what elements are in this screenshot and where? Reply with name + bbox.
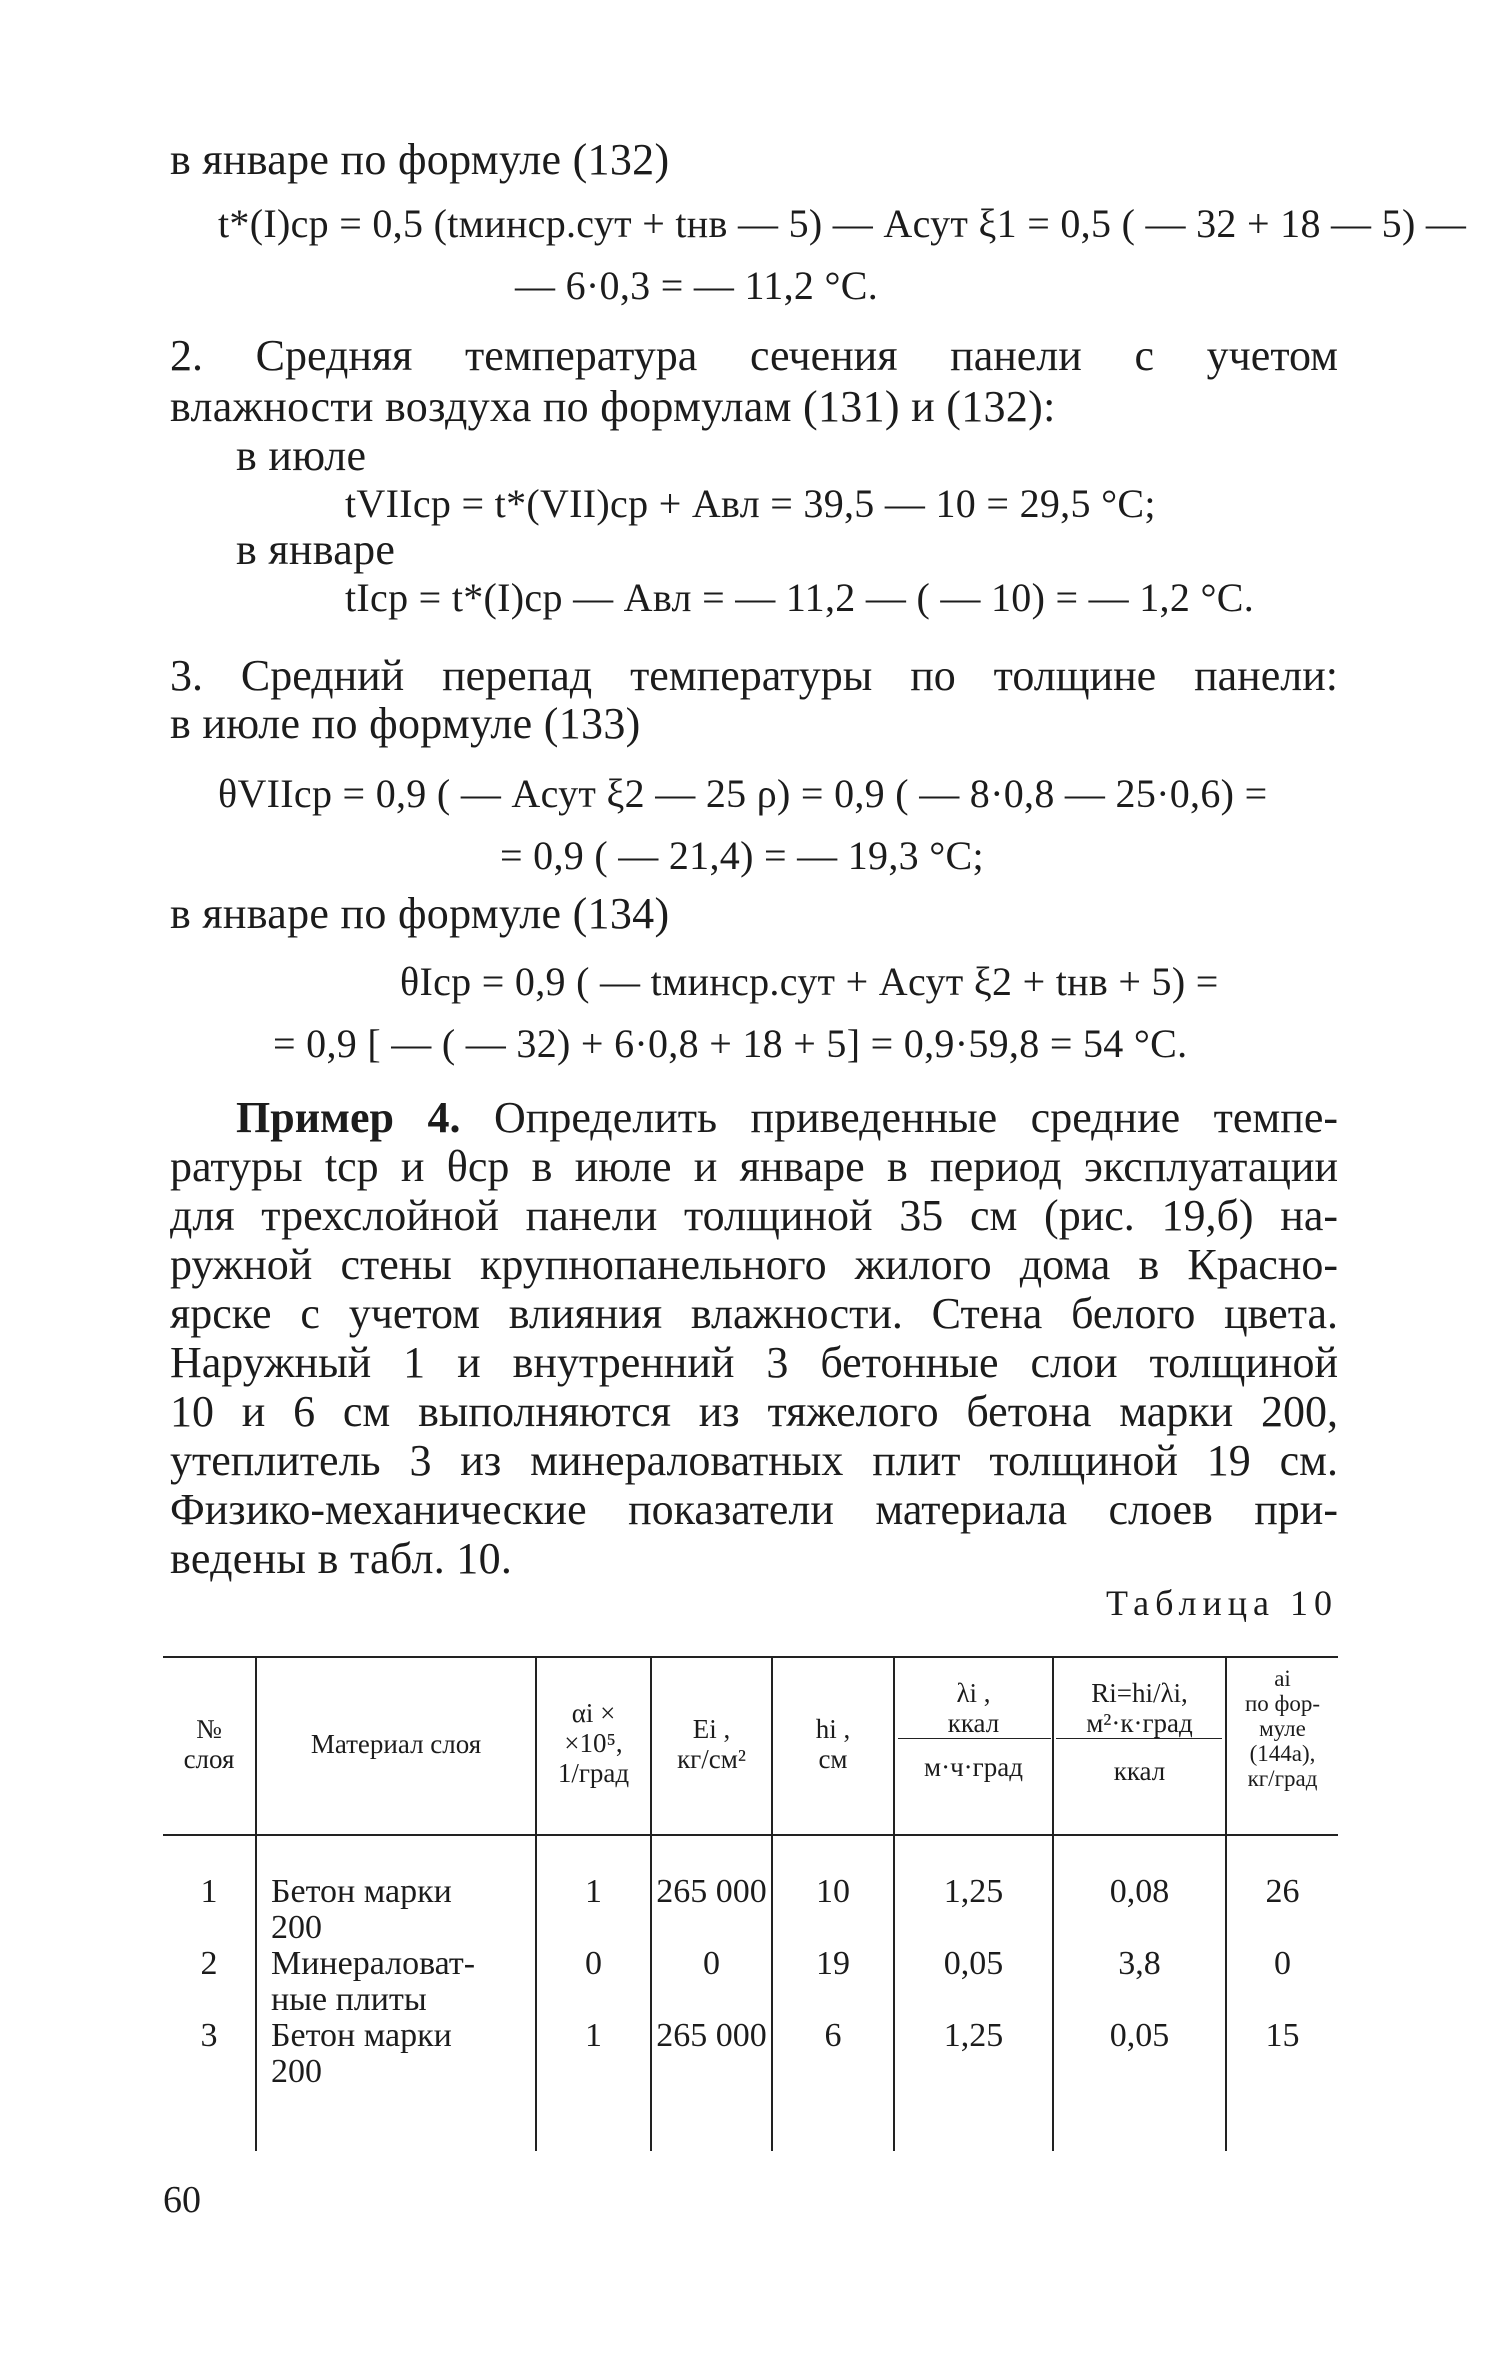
text-line: в январе по формуле (132) (170, 135, 670, 184)
cell-material: Минераловат- ные плиты (271, 1945, 476, 2018)
cell-a: 15 (1265, 2017, 1300, 2054)
page-number: 60 (163, 2179, 201, 2221)
formula-line: t*(I)ср = 0,5 (tминср.сут + tнв — 5) — Aсут ξ1 = 0,5 ( — 32 + 18 — 5) — (218, 201, 1467, 246)
example-line: Физико-механические показатели материала слоев при- (170, 1486, 1338, 1534)
formula-line: = 0,9 ( — 21,4) = — 19,3 °С; (500, 833, 984, 878)
cell-a: 0 (1274, 1945, 1291, 1982)
formula-line: = 0,9 [ — ( — 32) + 6·0,8 + 18 + 5] = 0,9·59,8 = 54 °С. (273, 1021, 1188, 1066)
example-first-line (236, 1094, 1338, 1142)
example-line: ведены в табл. 10. (170, 1534, 513, 1583)
header-lambda-denominator: м·ч·град (924, 1752, 1023, 1782)
cell-h: 10 (816, 1873, 850, 1910)
cell-lambda: 0,05 (943, 1945, 1004, 1982)
formula-line: — 6·0,3 = — 11,2 °С. (515, 263, 879, 308)
cell-h: 6 (824, 2017, 842, 2054)
r-fraction-rule (1056, 1738, 1222, 1739)
text-line: в июле по формуле (133) (170, 699, 641, 748)
cell-E: 0 (703, 1945, 720, 1982)
formula-line: θIср = 0,9 ( — tминср.сут + Aсут ξ2 + tнв + 5) = (400, 959, 1219, 1004)
header-alpha: αi × ×10⁵, 1/град (557, 1698, 630, 1788)
example-line: Определить приведенные средние темпе- (494, 1094, 1338, 1142)
header-R: Ri=hi/λi, м²·к·град (1086, 1678, 1193, 1738)
header-lambda: λi , ккал (947, 1678, 1000, 1738)
cell-num: 1 (200, 1873, 218, 1910)
header-E: Ei , кг/см² (677, 1714, 746, 1774)
cell-E: 265 000 (656, 2017, 767, 2054)
cell-lambda: 1,25 (943, 1873, 1004, 1910)
example-label: Пример 4. (236, 1094, 461, 1142)
cell-material: Бетон марки 200 (271, 2017, 452, 2090)
example-line: утеплитель 3 из минераловатных плит толщиной 19 см. (170, 1437, 1338, 1485)
cell-R: 3,8 (1118, 1945, 1161, 1982)
cell-R: 0,08 (1109, 1873, 1170, 1910)
cell-R: 0,05 (1109, 2017, 1170, 2054)
text-line: 3. Средний перепад температуры по толщине панели: (170, 652, 1338, 700)
example-line: ратуры tср и θср в июле и январе в период эксплуатации (170, 1143, 1338, 1191)
text-line: в январе по формуле (134) (170, 889, 670, 938)
formula-line: tIср = t*(I)ср — Aвл = — 11,2 — ( — 10) = — 1,2 °С. (345, 575, 1255, 620)
cell-num: 3 (200, 2017, 218, 2054)
cell-alpha: 1 (585, 1873, 602, 1910)
example-line: ружной стены крупнопанельного жилого дома в Красно- (170, 1241, 1338, 1289)
header-a: ai по фор- муле (144а), кг/град (1244, 1666, 1321, 1791)
cell-num: 2 (200, 1945, 218, 1982)
example-line: Наружный 1 и внутренний 3 бетонные слои толщиной (170, 1339, 1338, 1387)
formula-line: tVIIср = t*(VII)ср + Aвл = 39,5 — 10 = 29,5 °С; (345, 481, 1156, 526)
header-num: № слоя (183, 1714, 235, 1774)
text-line: 2. Средняя температура сечения панели с учетом (170, 332, 1338, 380)
table-header-rule (163, 1834, 1338, 1836)
header-h: hi , см (815, 1714, 851, 1774)
example-line: 10 и 6 см выполняются из тяжелого бетона марки 200, (170, 1388, 1338, 1436)
data-table (163, 1656, 1338, 2156)
cell-h: 19 (816, 1945, 850, 1982)
cell-lambda: 1,25 (943, 2017, 1004, 2054)
header-material: Материал слоя (310, 1729, 482, 1759)
formula-line: θVIIср = 0,9 ( — Aсут ξ2 — 25 ρ) = 0,9 ( — 8·0,8 — 25·0,6) = (218, 771, 1268, 816)
text-line: в январе (236, 525, 396, 574)
cell-material: Бетон марки 200 (271, 1873, 452, 1946)
text-line: в июле (236, 431, 367, 480)
cell-a: 26 (1265, 1873, 1300, 1910)
example-line: для трехслойной панели толщиной 35 см (рис. 19,б) на- (170, 1192, 1338, 1240)
text-line: влажности воздуха по формулам (131) и (132): (170, 382, 1056, 431)
example-line: ярске с учетом влияния влажности. Стена белого цвета. (170, 1290, 1338, 1338)
table-caption: Таблица 10 (1106, 1583, 1338, 1623)
cell-alpha: 0 (585, 1945, 602, 1982)
cell-alpha: 1 (585, 2017, 602, 2054)
table-top-rule (163, 1656, 1338, 1658)
header-R-denominator: ккал (1113, 1756, 1166, 1786)
lambda-fraction-rule (898, 1738, 1051, 1739)
cell-E: 265 000 (656, 1873, 767, 1910)
